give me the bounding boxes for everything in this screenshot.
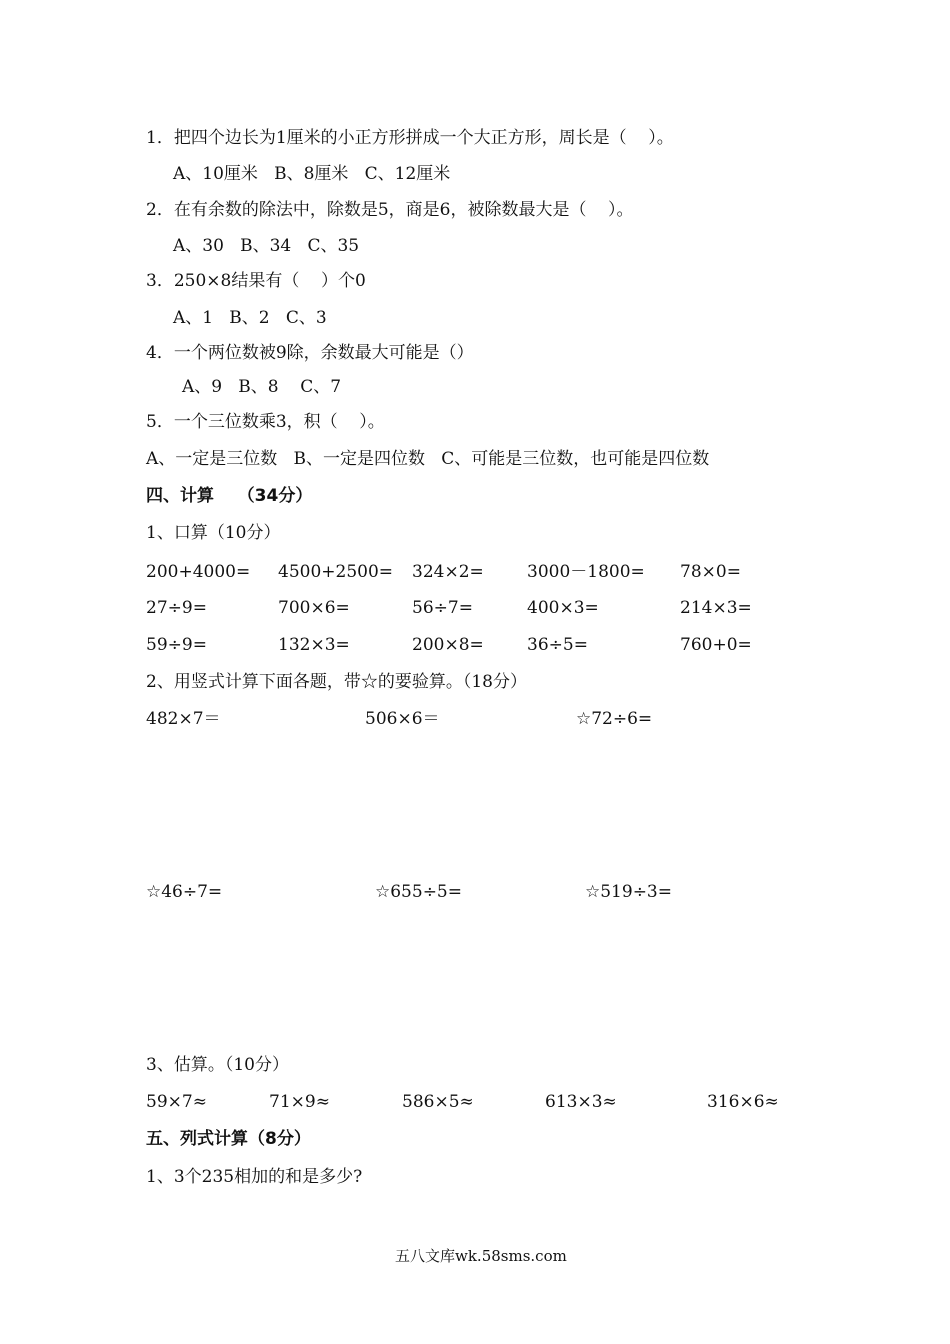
vertical-item: ☆72÷6=: [576, 709, 653, 729]
oral-item: 36÷5=: [527, 635, 588, 655]
vertical-calc-title: 2、用竖式计算下面各题，带☆的要验算。（18分）: [146, 672, 527, 692]
question-3-stem: 3．250×8结果有（ ）个0: [146, 271, 366, 291]
section-5-question-1: 1、3个235相加的和是多少?: [146, 1167, 363, 1187]
estimate-item: 71×9≈: [269, 1092, 330, 1112]
vertical-item: 482×7＝: [146, 709, 221, 729]
question-4-options: A、9 B、8 C、7: [182, 377, 342, 397]
estimate-item: 586×5≈: [402, 1092, 474, 1112]
oral-item: 214×3=: [680, 598, 752, 618]
question-5-stem: 5．一个三位数乘3，积（ ）。: [146, 412, 385, 432]
oral-item: 78×0=: [680, 562, 741, 582]
estimate-item: 613×3≈: [545, 1092, 617, 1112]
oral-item: 700×6=: [278, 598, 350, 618]
oral-item: 400×3=: [527, 598, 599, 618]
oral-item: 27÷9=: [146, 598, 207, 618]
question-1-options: A、10厘米 B、8厘米 C、12厘米: [173, 164, 451, 184]
question-1-stem: 1．把四个边长为1厘米的小正方形拼成一个大正方形，周长是（ ）。: [146, 128, 674, 148]
vertical-item: ☆655÷5=: [375, 882, 462, 902]
section-4-title: 四、计算 （34分）: [146, 486, 313, 506]
oral-item: 760+0=: [680, 635, 752, 655]
question-2-options: A、30 B、34 C、35: [173, 236, 360, 256]
oral-item: 132×3=: [278, 635, 350, 655]
oral-item: 200+4000=: [146, 562, 251, 582]
oral-item: 59÷9=: [146, 635, 207, 655]
vertical-item: ☆46÷7=: [146, 882, 223, 902]
estimate-item: 59×7≈: [146, 1092, 207, 1112]
question-3-options: A、1 B、2 C、3: [173, 308, 327, 328]
vertical-item: 506×6＝: [365, 709, 440, 729]
question-5-options: A、一定是三位数 B、一定是四位数 C、可能是三位数，也可能是四位数: [146, 449, 710, 469]
oral-item: 56÷7=: [412, 598, 473, 618]
oral-item: 324×2=: [412, 562, 484, 582]
oral-item: 200×8=: [412, 635, 484, 655]
oral-calc-title: 1、口算（10分）: [146, 523, 281, 543]
footer-source: 五八文库wk.58sms.com: [395, 1247, 567, 1265]
estimate-title: 3、估算。（10分）: [146, 1055, 289, 1075]
oral-item: 3000－1800=: [527, 562, 645, 582]
vertical-item: ☆519÷3=: [585, 882, 672, 902]
question-2-stem: 2．在有余数的除法中，除数是5，商是6，被除数最大是（ ）。: [146, 200, 634, 220]
section-5-title: 五、列式计算（8分）: [146, 1129, 311, 1149]
estimate-item: 316×6≈: [707, 1092, 779, 1112]
oral-item: 4500+2500=: [278, 562, 394, 582]
question-4-stem: 4．一个两位数被9除，余数最大可能是（）: [146, 343, 474, 363]
